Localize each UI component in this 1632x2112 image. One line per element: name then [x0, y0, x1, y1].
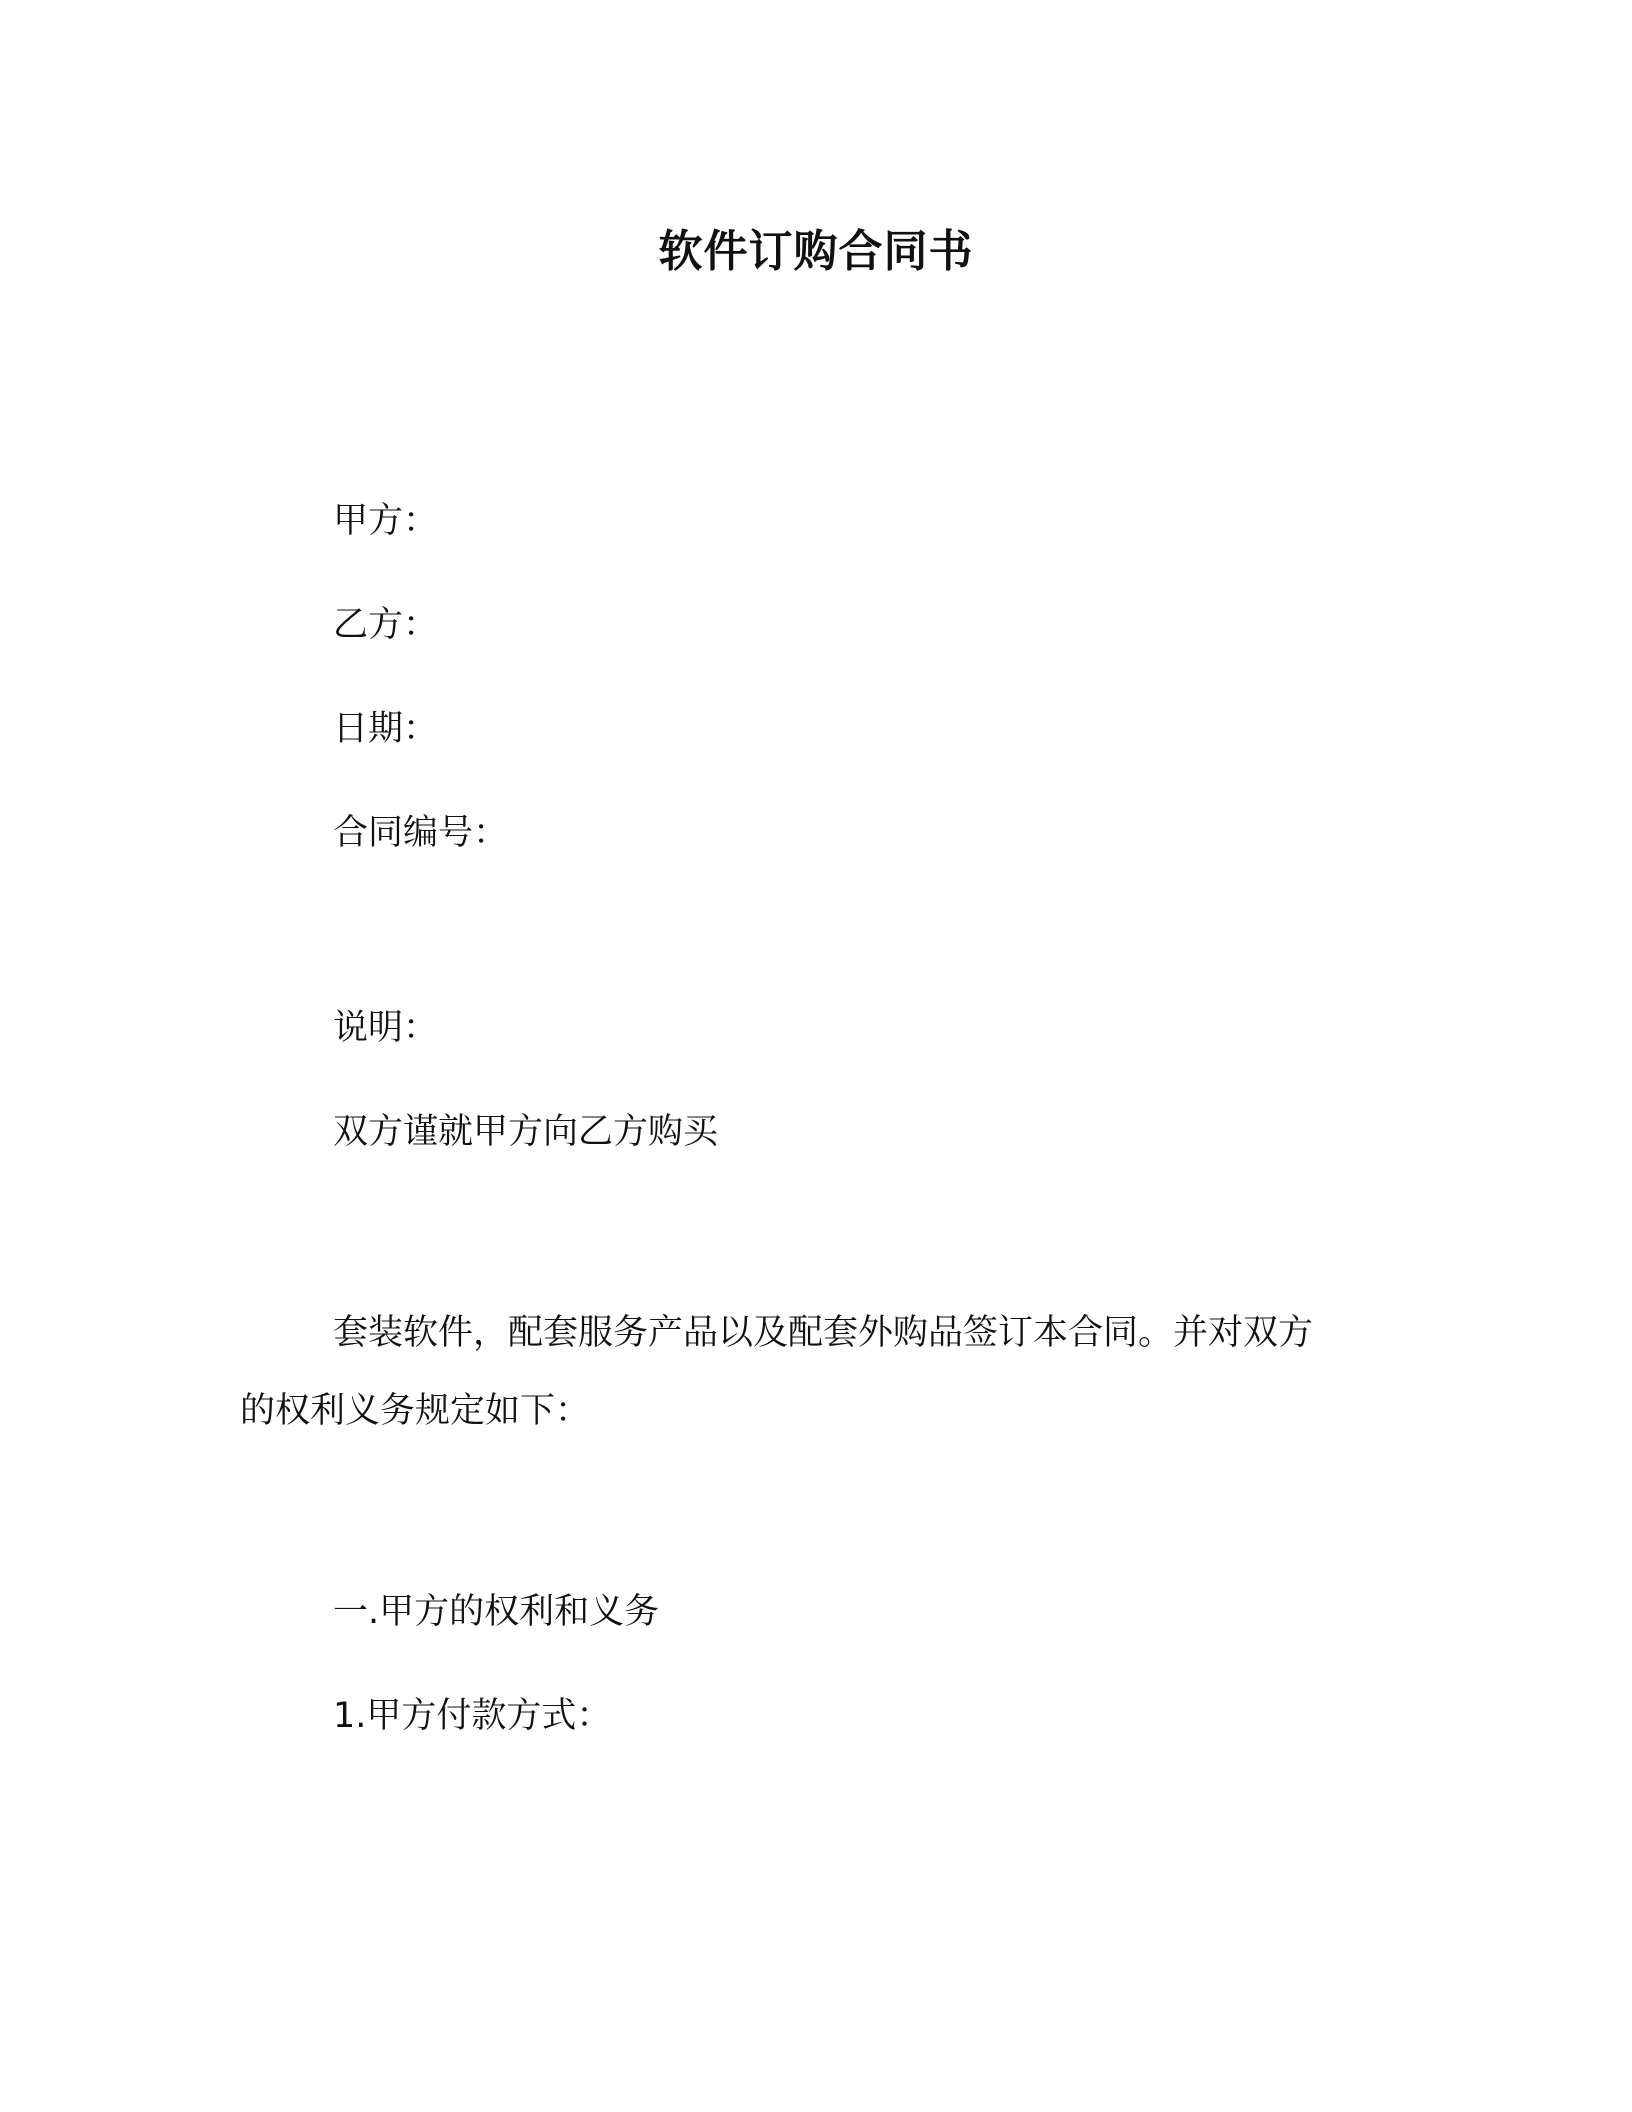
- paragraph-line-2: 的权利义务规定如下：: [240, 1391, 591, 1431]
- payment-method-item: 1.甲方付款方式：: [333, 1696, 612, 1736]
- note-label: 说明：: [333, 1008, 439, 1048]
- note-text: 双方谨就甲方向乙方购买: [333, 1112, 719, 1152]
- document-title: 软件订购合同书: [658, 226, 974, 277]
- party-b-label: 乙方：: [333, 605, 439, 645]
- date-label: 日期：: [333, 709, 439, 749]
- section-heading: 一.甲方的权利和义务: [333, 1592, 660, 1632]
- party-a-label: 甲方：: [333, 501, 439, 541]
- paragraph-line-1: 套装软件，配套服务产品以及配套外购品签订本合同。并对双方: [333, 1313, 1314, 1353]
- contract-number-label: 合同编号：: [333, 813, 509, 853]
